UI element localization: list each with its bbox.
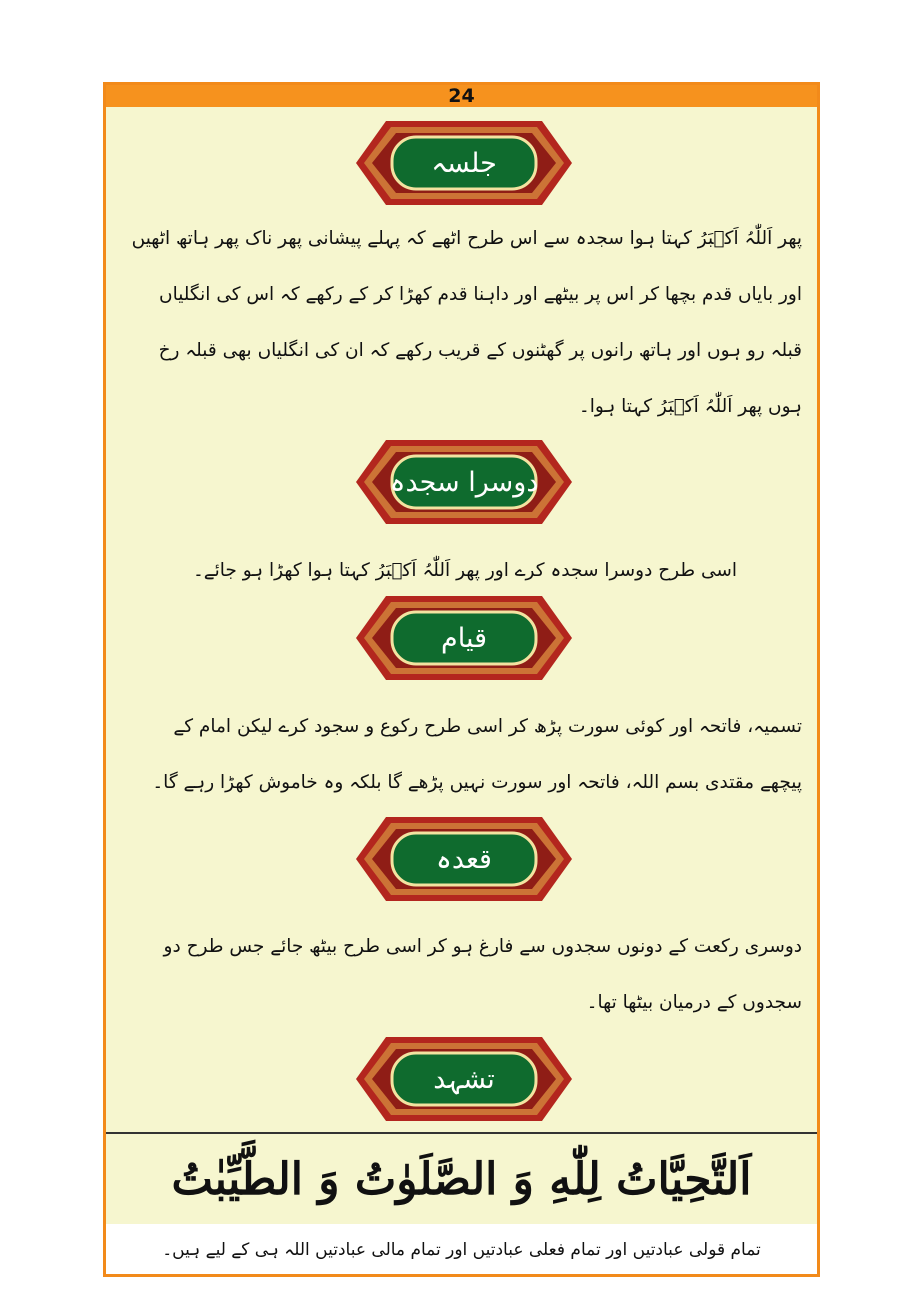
section-heading: جلسہ <box>431 147 497 179</box>
section-heading: تشہد <box>433 1063 495 1095</box>
heading-badge-tashahhud <box>342 1031 586 1127</box>
section-heading: قیام <box>441 622 487 654</box>
heading-badge-second-sajda <box>342 434 586 530</box>
page-number: 24 <box>448 85 475 107</box>
section-paragraph: اسی طرح دوسرا سجدہ کرے اور پھر اَللّٰہُ اَکۡبَرُ کہتا ہوا کھڑا ہو جائے۔ <box>192 560 738 581</box>
section-paragraph: دوسری رکعت کے دونوں سجدوں سے فارغ ہو کر اسی طرح بیٹھ جائے جس طرح دو سجدوں کے درمیان بیٹھا تھا۔ <box>163 936 802 1013</box>
urdu-translation: تمام قولی عبادتیں اور تمام فعلی عبادتیں اور تمام مالی عبادتیں اللہ ہی کے لیے ہیں۔ <box>106 1224 817 1274</box>
section-paragraph: پھر اَللّٰہُ اَکۡبَرُ کہتا ہوا سجدہ سے اس طرح اٹھے کہ پہلے پیشانی پھر ناک پھر ہاتھ اٹھیں اور بایاں قدم بچھا کر اس پر بیٹھے اور داہنا قدم کھڑا کر کے رکھے کہ اس کی انگلیاں قبلہ رو ہوں اور ہاتھ رانوں پر گھٹنوں کے قریب رکھے کہ ان کی انگلیاں بھی قبلہ رخ ہوں پھر اَللّٰہُ اَکۡبَرُ کہتا ہوا۔ <box>131 228 802 417</box>
page-header <box>106 85 817 107</box>
heading-badge-qada <box>342 811 586 907</box>
section-heading: قعدہ <box>436 843 492 875</box>
heading-badge-qiyam <box>342 590 586 686</box>
arabic-tashahhud-line: اَلتَّحِيَّاتُ لِلّٰهِ وَ الصَّلَوٰتُ وَ الطَّيِّبٰتُ <box>106 1132 817 1226</box>
section-paragraph: تسمیہ، فاتحہ اور کوئی سورت پڑھ کر اسی طرح رکوع و سجود کرے لیکن امام کے پیچھے مقتدی بسم اللہ، فاتحہ اور سورت نہیں پڑھے گا بلکہ وہ خاموش کھڑا رہے گا۔ <box>152 716 802 793</box>
section-heading: دوسرا سجدہ <box>389 466 539 498</box>
page-frame <box>103 82 820 1277</box>
heading-badge-jalsa <box>342 115 586 211</box>
